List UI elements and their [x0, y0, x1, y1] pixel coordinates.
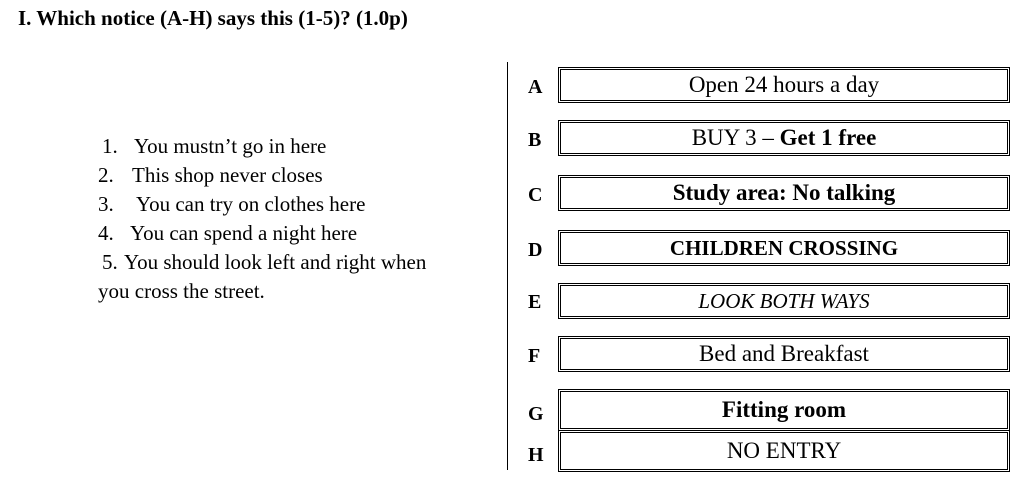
- notice-box-a: [558, 67, 1010, 103]
- notice-letter-h: H: [528, 444, 544, 466]
- statement-item: [98, 161, 500, 190]
- statement-item: [98, 190, 500, 219]
- statement-text: you cross the street.: [98, 279, 265, 303]
- notice-box-f: [558, 336, 1010, 372]
- notice-text: CHILDREN CROSSING: [669, 235, 899, 260]
- statement-item: [98, 132, 500, 161]
- statement-number: 5.: [102, 250, 118, 274]
- statement-number: 2.: [98, 163, 114, 187]
- notice-text: Bed and Breakfast: [699, 341, 869, 366]
- notice-text: NO ENTRY: [726, 438, 842, 463]
- statement-item: [98, 277, 500, 306]
- notice-text: Fitting room: [721, 397, 847, 422]
- notice-letter-e: E: [528, 291, 542, 313]
- exercise-title: I. Which notice (A-H) says this (1-5)? (1.0p): [18, 6, 408, 30]
- statement-text: You mustn’t go in here: [134, 134, 327, 158]
- statement-text: You should look left and right when: [124, 250, 427, 274]
- notice-text-plain: BUY 3 –: [691, 125, 780, 150]
- notice-letter-d: D: [528, 239, 543, 261]
- notice-text-bold: Get 1 free: [779, 125, 877, 150]
- statement-item: [98, 248, 500, 277]
- statement-item: [98, 219, 500, 248]
- statement-text: This shop never closes: [132, 163, 323, 187]
- notice-box-e: [558, 283, 1010, 319]
- statement-text: You can try on clothes here: [136, 192, 366, 216]
- notice-box-g: [558, 389, 1010, 431]
- notice-text: Study area: No talking: [672, 180, 896, 205]
- notice-box-d: [558, 230, 1010, 266]
- statement-number: 4.: [98, 221, 114, 245]
- notice-letter-b: B: [528, 129, 542, 151]
- notice-box-c: [558, 175, 1010, 211]
- notice-letter-g: G: [528, 403, 544, 425]
- notice-letter-c: C: [528, 184, 543, 206]
- notice-letter-a: A: [528, 76, 543, 98]
- notice-box-h: [558, 430, 1010, 472]
- notice-letter-f: F: [528, 345, 541, 367]
- notice-text: LOOK BOTH WAYS: [698, 288, 870, 313]
- statement-number: 3.: [98, 192, 114, 216]
- statement-number: 1.: [102, 134, 118, 158]
- statement-text: You can spend a night here: [130, 221, 358, 245]
- statements-list: [98, 132, 500, 306]
- notice-text: Open 24 hours a day: [688, 72, 880, 97]
- column-divider: [507, 62, 508, 470]
- notice-box-b: [558, 120, 1010, 156]
